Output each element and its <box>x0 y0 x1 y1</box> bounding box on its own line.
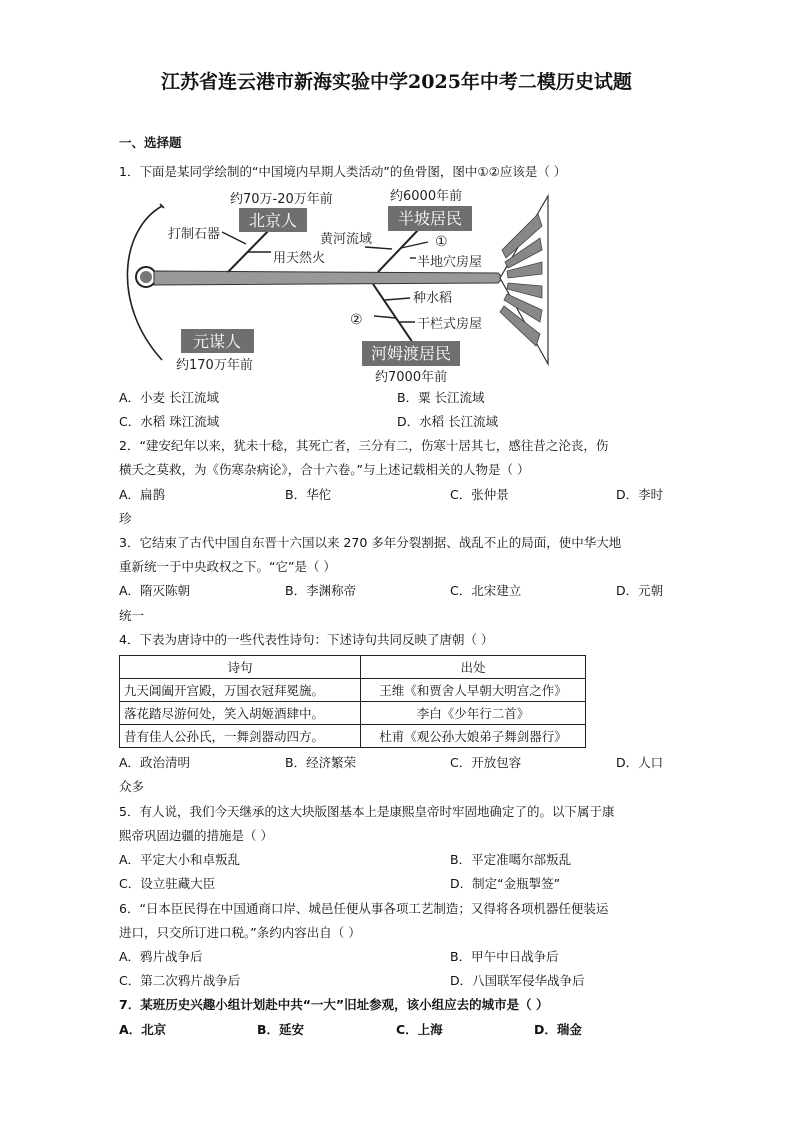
q5-stem-line2: 熙帝巩固边疆的措施是（ ） <box>119 828 273 843</box>
q5-option-c: C．设立驻藏大臣 <box>119 876 216 891</box>
banpo-time: 约6000年前 <box>390 189 463 204</box>
beijing-name: 北京人 <box>248 211 298 230</box>
q5-option-b: B．平定准噶尔部叛乱 <box>450 852 572 867</box>
hemudu-time: 约7000年前 <box>375 370 448 385</box>
q6-stem-line1: 6．“日本臣民得在中国通商口岸、城邑任便从事各项工艺制造；又得将各项机器任便装运 <box>119 901 609 916</box>
poem-table <box>119 655 586 748</box>
yuanmou-name: 元谋人 <box>192 332 242 351</box>
q3-stem-line1: 3．它结束了古代中国自东晋十六国以来 270 多年分裂割据、战乱不止的局面，使中华大地 <box>119 535 622 550</box>
q7-option-c: C．上海 <box>396 1022 443 1037</box>
poem-line: 昔有佳人公孙氏，一舞剑器动四方。 <box>120 725 361 748</box>
q7-stem: 7．某班历史兴趣小组计划赴中共“一大”旧址参观，该小组应去的城市是（ ） <box>119 997 549 1012</box>
q7-option-a: A．北京 <box>119 1022 167 1037</box>
beijing-trait-2: 用天然火 <box>273 251 326 266</box>
q6-option-d: D．八国联军侵华战争后 <box>450 973 585 988</box>
poem-source: 李白《少年行二首》 <box>361 702 586 725</box>
q3-option-b: B．李渊称帝 <box>285 583 357 598</box>
q6-option-a: A．鸦片战争后 <box>119 949 203 964</box>
table-row <box>120 702 586 725</box>
q3-option-a: A．隋灭陈朝 <box>119 583 191 598</box>
q3-option-c: C．北宋建立 <box>450 583 522 598</box>
poem-line: 落花踏尽游何处，笑入胡姬酒肆中。 <box>120 702 361 725</box>
q4-option-d: D．人口 <box>616 755 664 770</box>
banpo-name: 半坡居民 <box>397 209 463 228</box>
q7-option-d: D．瑞金 <box>534 1022 582 1037</box>
q5-option-a: A．平定大小和卓叛乱 <box>119 852 241 867</box>
q2-option-c: C．张仲景 <box>450 487 509 502</box>
beijing-time: 约70万-20万年前 <box>230 192 333 207</box>
hemudu-trait-1: 种水稻 <box>413 291 453 306</box>
banpo-blank-1: ① <box>435 234 448 250</box>
hemudu-name: 河姆渡居民 <box>370 344 452 363</box>
table-row <box>120 725 586 748</box>
q2-stem-line2: 横夭之莫救，为《伤寒杂病论》，合十六卷。”与上述记载相关的人物是（ ） <box>119 462 530 477</box>
banpo-trait-1: 黄河流域 <box>320 232 373 247</box>
poem-source: 王维《和贾舍人早朝大明宫之作》 <box>361 679 586 702</box>
q2-stem-line1: 2．“建安纪年以来，犹未十稔，其死亡者，三分有二，伤寒十居其七，感往昔之沦丧，伤 <box>119 438 609 453</box>
q3-option-d-cont: 统一 <box>119 608 145 623</box>
banpo-trait-3: 半地穴房屋 <box>417 255 483 270</box>
poem-source: 杜甫《观公孙大娘弟子舞剑器行》 <box>361 725 586 748</box>
table-header: 出处 <box>361 656 586 679</box>
q5-stem-line1: 5．有人说，我们今天继承的这大块版图基本上是康熙皇帝时牢固地确定了的。以下属于康 <box>119 804 615 819</box>
q2-option-a: A．扁鹊 <box>119 487 166 502</box>
poem-line: 九天阊阖开宫殿，万国衣冠拜冕旒。 <box>120 679 361 702</box>
q4-stem: 4．下表为唐诗中的一些代表性诗句：下述诗句共同反映了唐朝（ ） <box>119 632 494 647</box>
q4-option-a: A．政治清明 <box>119 755 191 770</box>
q1-stem: 1．下面是某同学绘制的“中国境内早期人类活动”的鱼骨图，图中①②应该是（ ） <box>119 164 567 179</box>
q3-option-d: D．元朝 <box>616 583 664 598</box>
q7-option-b: B．延安 <box>257 1022 305 1037</box>
table-row <box>120 679 586 702</box>
yuanmou-time: 约170万年前 <box>176 358 253 373</box>
q2-option-d-cont: 珍 <box>119 511 132 526</box>
page-title: 江苏省连云港市新海实验中学2025年中考二模历史试题 <box>161 71 632 93</box>
table-header-row <box>120 656 586 679</box>
hemudu-blank-2: ② <box>350 312 363 328</box>
q2-option-b: B．华佗 <box>285 487 332 502</box>
q6-option-b: B．甲午中日战争后 <box>450 949 559 964</box>
q4-option-c: C．开放包容 <box>450 755 522 770</box>
q1-option-c: C．水稻 珠江流域 <box>119 414 220 429</box>
q1-option-a: A．小麦 长江流域 <box>119 390 220 405</box>
fishbone-diagram <box>118 186 553 386</box>
q2-option-d: D．李时 <box>616 487 664 502</box>
q6-option-c: C．第二次鸦片战争后 <box>119 973 241 988</box>
table-header: 诗句 <box>120 656 361 679</box>
beijing-trait-1: 打制石器 <box>168 227 221 242</box>
hemudu-trait-3: 干栏式房屋 <box>417 317 483 332</box>
q6-stem-line2: 进口，只交所订进口税。”条约内容出自（ ） <box>119 925 361 940</box>
q1-option-b: B．粟 长江流域 <box>397 390 485 405</box>
q3-stem-line2: 重新统一于中央政权之下。“它”是（ ） <box>119 559 336 574</box>
q5-option-d: D．制定“金瓶掣签” <box>450 876 561 891</box>
q4-option-d-cont: 众多 <box>119 779 145 794</box>
q4-option-b: B．经济繁荣 <box>285 755 357 770</box>
section-heading: 一、选择题 <box>119 135 182 150</box>
q1-option-d: D．水稻 长江流域 <box>397 414 499 429</box>
